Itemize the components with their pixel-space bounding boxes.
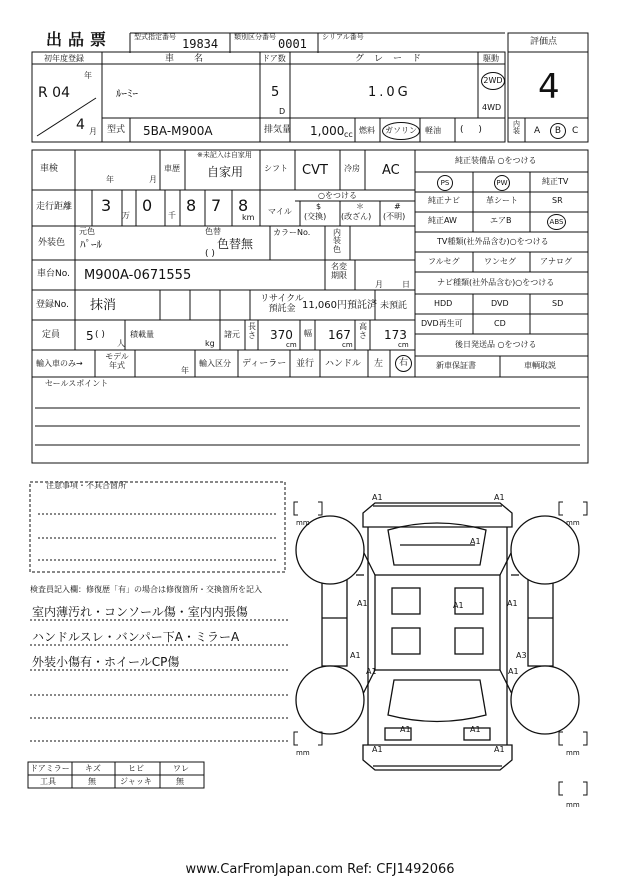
tv-oneseg: ワンセグ — [484, 257, 516, 266]
acc-tools: 工具 — [40, 777, 56, 786]
model-year-unit: 年 — [181, 366, 189, 375]
nav-hdd: HDD — [434, 299, 453, 308]
tire-depth-unit: mm — [296, 749, 310, 757]
year-unit: 年 — [84, 71, 92, 80]
history-note: ※未記入は自家用 — [197, 151, 252, 159]
length-unit: cm — [286, 341, 297, 349]
color-change-label: 色替 — [205, 227, 221, 236]
model-year-label: モデル年式 — [105, 352, 129, 370]
height-unit: cm — [398, 341, 409, 349]
first-reg-year: R 04 — [38, 85, 70, 101]
mileage-digit-3: 8 — [186, 196, 197, 215]
acc-tools-value: 無 — [88, 777, 96, 786]
handle-right: 右 — [395, 355, 412, 372]
damage-mark: A1 — [508, 667, 519, 676]
model-cert-number: 19834 — [182, 37, 219, 51]
shift-value: CVT — [302, 163, 328, 178]
displacement-unit: cc — [344, 130, 353, 139]
tv-analog: アナログ — [540, 257, 572, 266]
damage-mark: A1 — [400, 725, 411, 734]
color-change-value: 色替無 — [217, 237, 254, 251]
nav-dvd-play: DVD再生可 — [421, 319, 463, 328]
recycle-unpaid: 未預託 — [380, 301, 408, 311]
damage-mark: A1 — [357, 599, 368, 608]
footer-ref: www.CarFromJapan.com Ref: CFJ1492066 — [185, 862, 455, 877]
width-label: 幅 — [304, 329, 312, 338]
chassis-label: 車台No. — [37, 269, 70, 279]
equip-airbag: エアB — [490, 216, 512, 225]
length-value: 370 — [270, 328, 293, 342]
fuel-gasoline: ガソリン — [382, 122, 420, 140]
equip-leather: 革シート — [486, 196, 518, 205]
drive-2wd: 2WD — [481, 72, 505, 90]
interior-color-label: 内装色 — [333, 228, 341, 254]
sales-points-label: セールスポイント — [45, 379, 109, 388]
tv-title: TV種類(社外品含む)○をつける — [437, 237, 549, 246]
import-label: 輸入車のみ→ — [36, 359, 83, 368]
recycle-value: 11,060円預託済 — [302, 300, 377, 311]
drive-4wd: 4WD — [482, 103, 502, 112]
color-orig-label: 元色 — [79, 227, 95, 236]
meter-unknown: (不明) — [383, 212, 406, 221]
history-label: 車歴 — [164, 164, 180, 173]
power-steering-icon: PS — [437, 175, 453, 191]
interior-c: C — [572, 126, 579, 136]
month-unit: 月 — [89, 127, 97, 136]
meter-mile: マイル — [268, 207, 292, 216]
meter-unknown-sym: # — [394, 202, 401, 211]
meter-circle-note: ○をつける — [318, 191, 357, 200]
inspection-year-unit: 年 — [106, 175, 114, 184]
rating-label: 評価点 — [530, 37, 558, 47]
meter-exchange: (交換) — [304, 212, 327, 221]
width-unit: cm — [342, 341, 353, 349]
reg-number-label: 登録No. — [36, 300, 69, 310]
ac-label: 冷房 — [344, 164, 360, 173]
car-name-label: 車名 — [165, 54, 224, 64]
fuel-label: 燃料 — [359, 126, 375, 135]
meter-tamper: (改ざん) — [341, 212, 372, 221]
doors-sub: D — [279, 107, 286, 116]
category-label: 類別区分番号 — [234, 33, 276, 41]
damage-mark: A3 — [516, 651, 527, 660]
later-warranty: 新車保証書 — [436, 361, 476, 370]
later-manual: 車輌取説 — [524, 361, 556, 370]
chassis-value: M900A-0671555 — [84, 268, 192, 283]
inspector-label: 検査員記入欄：修復歴「有」の場合は修復箇所・交換箇所を記入 — [30, 585, 262, 594]
tire-depth-unit: mm — [566, 801, 580, 809]
damage-mark: A1 — [507, 599, 518, 608]
tire-depth-unit: mm — [296, 519, 310, 527]
color-orig-value: ﾊﾟｰﾙ — [80, 238, 102, 251]
rating-score: 4 — [538, 67, 560, 107]
later-title: 後日発送品 ○をつける — [455, 340, 537, 349]
load-unit: kg — [205, 339, 215, 348]
meter-exchange-sym: $ — [316, 202, 322, 211]
tv-fullseg: フルセグ — [428, 257, 460, 266]
mileage-label: 走行距離 — [36, 202, 73, 212]
damage-mark: A1 — [453, 601, 464, 610]
capacity-paren: ( ) — [95, 330, 105, 340]
mileage-digit-2: 0 — [142, 196, 153, 215]
interior-a: A — [534, 126, 541, 136]
inspection-month-unit: 月 — [149, 175, 157, 184]
mileage-digit-4: 7 — [211, 196, 222, 215]
color-label: 外装色 — [38, 238, 66, 248]
import-dealer: ディーラー — [242, 359, 287, 369]
name-change-label: 名変期限 — [331, 262, 347, 280]
model-cert-label: 型式指定番号 — [134, 33, 176, 41]
first-reg-label: 初年度登録 — [44, 54, 84, 63]
damage-mark: A1 — [366, 667, 377, 676]
interior-label: 内装 — [513, 120, 520, 135]
model-label: 型式 — [107, 125, 126, 135]
interior-b: B — [550, 123, 566, 139]
displacement-value: 1,000 — [310, 124, 345, 138]
width-value: 167 — [328, 328, 351, 342]
damage-mark: A1 — [372, 493, 383, 502]
history-value: 自家用 — [207, 165, 244, 179]
mileage-digit-1: 3 — [101, 196, 112, 215]
drive-label: 駆動 — [483, 54, 499, 63]
acc-jack: ジャッキ — [120, 777, 152, 786]
equip-sunroof: SR — [552, 196, 563, 205]
damage-mark: A1 — [470, 725, 481, 734]
import-type-label: 輸入区分 — [199, 359, 231, 368]
grade-label: グレード — [355, 54, 432, 64]
height-value: 173 — [384, 328, 407, 342]
doors-label: ドア数 — [262, 54, 286, 63]
acc-header-scratch: キズ — [85, 764, 101, 773]
shift-label: シフト — [264, 164, 288, 173]
import-parallel: 並行 — [296, 359, 315, 369]
car-name-value: ﾙｰﾐｰ — [116, 87, 138, 100]
nav-title: ナビ種類(社外品含む)○をつける — [437, 278, 555, 287]
damage-mark: A1 — [372, 745, 383, 754]
power-window-icon: PW — [494, 175, 510, 191]
meter-tamper-sym: ＊ — [356, 202, 364, 211]
notes-label: 注意事項・不具合箇所 — [46, 481, 126, 490]
damage-mark: A1 — [350, 651, 361, 660]
damage-mark: A1 — [470, 537, 481, 546]
color-number-label: カラーNo. — [273, 228, 311, 237]
nav-sd: SD — [552, 299, 564, 308]
grade-value: 1.0G — [368, 85, 411, 100]
first-reg-month: 4 — [76, 117, 85, 133]
acc-header-mirror: ドアミラー — [30, 764, 70, 773]
car-diagram — [296, 503, 579, 770]
serial-label: シリアル番号 — [322, 33, 364, 41]
note-line-3: 外装小傷有・ホイールCP傷 — [32, 655, 180, 669]
nav-cd: CD — [494, 319, 506, 328]
fuel-other: ( ) — [460, 125, 488, 135]
load-label: 積載量 — [130, 330, 154, 339]
mileage-sen: 千 — [168, 211, 176, 220]
tire-depth-unit: mm — [566, 749, 580, 757]
mileage-digit-5: 8 — [238, 196, 249, 215]
equip-navi: 純正ナビ — [428, 196, 460, 205]
model-value: 5BA-M900A — [143, 124, 213, 138]
doors-value: 5 — [271, 85, 280, 100]
acc-jack-value: 無 — [176, 777, 184, 786]
damage-mark: A1 — [494, 493, 505, 502]
name-change-day: 日 — [402, 280, 410, 289]
nav-dvd: DVD — [491, 299, 509, 308]
height-label: 高さ — [359, 322, 367, 340]
capacity-unit: 人 — [117, 339, 125, 348]
equipment-title: 純正装備品 ○をつける — [455, 156, 537, 165]
handle-label: ハンドル — [325, 359, 362, 369]
mileage-man: 万 — [122, 211, 130, 220]
length-label: 長さ — [248, 322, 256, 340]
recycle-label: リサイクル預託金 — [260, 294, 304, 315]
acc-header-crack: ヒビ — [128, 764, 144, 773]
dims-label: 諸元 — [224, 330, 240, 339]
capacity-label: 定員 — [42, 330, 61, 340]
equip-abs: ABS — [547, 214, 566, 230]
displacement-label: 排気量 — [264, 125, 292, 135]
fuel-light-oil: 軽油 — [425, 126, 441, 135]
inspection-label: 車検 — [40, 164, 59, 174]
damage-mark: A1 — [494, 745, 505, 754]
acc-header-break: ワレ — [173, 764, 189, 773]
note-line-2: ハンドルスレ・バンパー下A・ミラーA — [32, 630, 240, 644]
equip-tv: 純正TV — [542, 177, 569, 186]
color-change-paren: ( ) — [205, 249, 215, 259]
equip-aw: 純正AW — [428, 216, 457, 225]
reg-number-value: 抹消 — [90, 298, 117, 313]
capacity-value: 5 — [86, 329, 94, 343]
category-number: 0001 — [278, 37, 307, 51]
tire-depth-unit: mm — [566, 519, 580, 527]
form-title: 出品票 — [46, 30, 113, 49]
ac-value: AC — [382, 163, 400, 178]
mileage-unit: km — [242, 213, 255, 222]
note-line-1: 室内薄汚れ・コンソール傷・室内内張傷 — [32, 605, 248, 619]
handle-left: 左 — [374, 359, 384, 369]
name-change-month: 月 — [375, 280, 383, 289]
